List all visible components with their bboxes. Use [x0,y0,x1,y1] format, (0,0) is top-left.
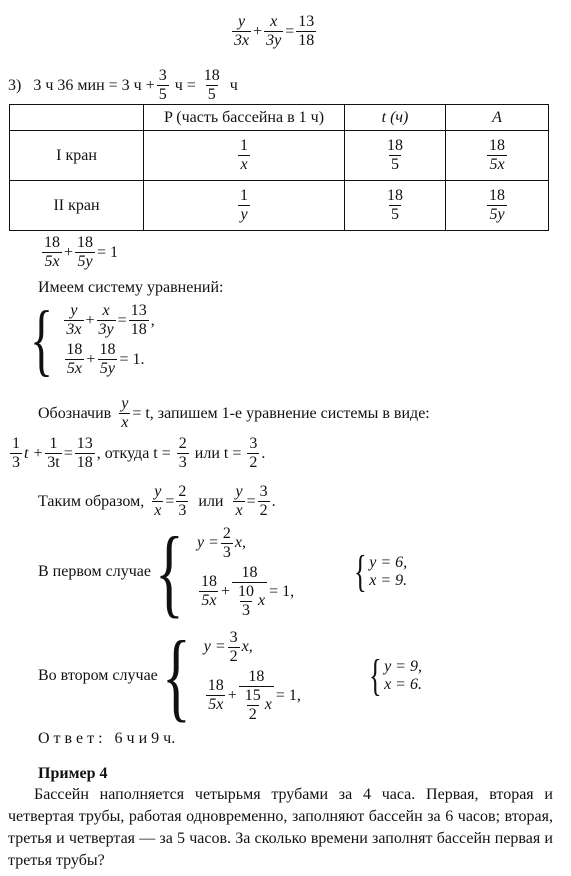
example-text: Бассейн наполняется четырьмя трубами за 4 часа. Первая, вторая и четвертая трубы, работая одновременно, заполняют бассейн за 6 часов; вторая, третья и четвертая — за 5 часов. За сколько времени заполнят бассейн первая и третья трубы? [8,786,553,869]
equation-system: { $\frac{y}{3x}$ + $\frac{x}{3y}$ = $\frac{13}{18}$ , $\frac{18}{5x}$ + $\frac{18}{5y}$ = 1. [30,296,155,384]
brace: { [354,547,367,596]
fraction: $\frac{18}{5y}$ [77,234,94,270]
fraction: $\frac{1}{3t}$ [47,435,60,471]
example-title: Пример 4 [38,765,108,782]
fraction: $\frac{13}{18}$ [76,435,93,471]
brace: { [368,651,382,700]
fraction: $\frac{18}{5y}$ [99,341,116,377]
header-cell [10,105,144,131]
result-line: y = 9, [384,658,422,675]
answer-value: 6 ч и 9 ч. [114,730,176,747]
fraction: $\frac{13}{18}$ [130,302,147,338]
brace: { [161,620,191,731]
case-1: В первом случае { y = $\frac{2}{3}$ x, $\frac{18}{5x}$ + 18 $\frac{10}{3}$ x = 1, { y = 6, x = 9. [38,516,408,627]
fraction: $\frac{1}{x}$ [240,137,248,173]
result-line: y = 6, [369,554,408,571]
table-header-row [10,105,549,131]
fraction: $\frac{3}{5}$ [158,67,167,103]
step-label: 3) [8,76,22,94]
fraction: $\frac{1}{3}$ [12,435,20,471]
data-table [9,104,549,231]
fraction: $\frac{y}{x}$ [154,483,162,519]
fraction: $\frac{18}{5x}$ [207,677,224,713]
table-row [10,181,549,231]
fraction: $\frac{18}{5}$ [387,187,403,223]
header-cell: P (часть бассейна в 1 ч) [144,105,345,131]
table-row [10,131,549,181]
thus-line: Таким образом, $\frac{y}{x}$ = $\frac{2}{3}$ или $\frac{y}{x}$ = $\frac{3}{2}$ . [38,483,276,519]
row-label: II кран [10,181,144,231]
fraction: $\frac{18}{5x}$ [66,341,83,377]
header-cell: A [446,105,549,131]
fraction: $\frac{18}{5}$ [387,137,403,173]
fraction: $\frac{18}{5x}$ [44,234,60,270]
fraction: $\frac{x}{3y}$ [266,13,282,49]
fraction: $\frac{y}{3x}$ [66,302,82,338]
substitution-equation: $\frac{1}{3}$ t + $\frac{1}{3t}$ = $\frac{13}{18}$ , откуда t = $\frac{2}{3}$ или t = $\frac{3}{2}$ . [12,435,266,471]
fraction: $\frac{3}{2}$ [249,435,258,471]
fraction: $\frac{y}{3x}$ [234,13,250,49]
fraction: $\frac{y}{x}$ [235,483,243,519]
result-line: x = 9. [369,572,408,589]
fraction: $\frac{18}{5x}$ [489,137,505,173]
fraction: $\frac{x}{3y}$ [98,302,114,338]
answer-line [38,730,175,748]
fraction: $\frac{2}{3}$ [178,435,187,471]
fraction: $\frac{3}{2}$ [229,628,238,665]
fraction: $\frac{3}{2}$ [259,483,268,519]
substitution-line: Обозначив $\frac{y}{x}$ = t, запишем 1-е уравнение системы в виде: [38,395,430,431]
brace: { [30,296,54,384]
fraction: $\frac{18}{5x}$ [200,573,217,609]
fraction: $\frac{10}{3}$ [237,582,254,619]
sum-equation: $\frac{18}{5x}$ + $\frac{18}{5y}$ = 1 [44,234,119,270]
fraction: 18 $\frac{15}{2}$ x [239,669,274,723]
fraction: 18 $\frac{10}{3}$ x [232,565,267,619]
fraction: $\frac{2}{3}$ [222,524,231,561]
result-line: x = 6. [384,676,422,693]
header-cell: t (ч) [345,105,446,131]
row-label: I кран [10,131,144,181]
step-3-line: 3) 3 ч 36 мин = 3 ч + $\frac{3}{5}$ ч = $\frac{18}{5}$ ч [8,67,238,103]
fraction: $\frac{18}{5y}$ [489,187,505,223]
fraction: $\frac{1}{y}$ [240,187,248,223]
fraction: $\frac{2}{3}$ [178,483,187,519]
case-2: Во втором случае { y = $\frac{3}{2}$ x, $\frac{18}{5x}$ + 18 $\frac{15}{2}$ x = 1, { y = 9, x = 6. [38,620,422,731]
brace: { [154,516,184,627]
answer-label: Ответ: [38,730,107,747]
top-equation: $\frac{y}{3x}$ + $\frac{x}{3y}$ = $\frac{13}{18}$ [234,13,315,49]
fraction: $\frac{18}{5}$ [203,67,220,103]
fraction: $\frac{y}{x}$ [121,395,129,431]
fraction: $\frac{15}{2}$ [244,686,261,723]
fraction: $\frac{13}{18}$ [298,13,315,49]
system-intro: Имеем систему уравнений: [38,279,224,296]
